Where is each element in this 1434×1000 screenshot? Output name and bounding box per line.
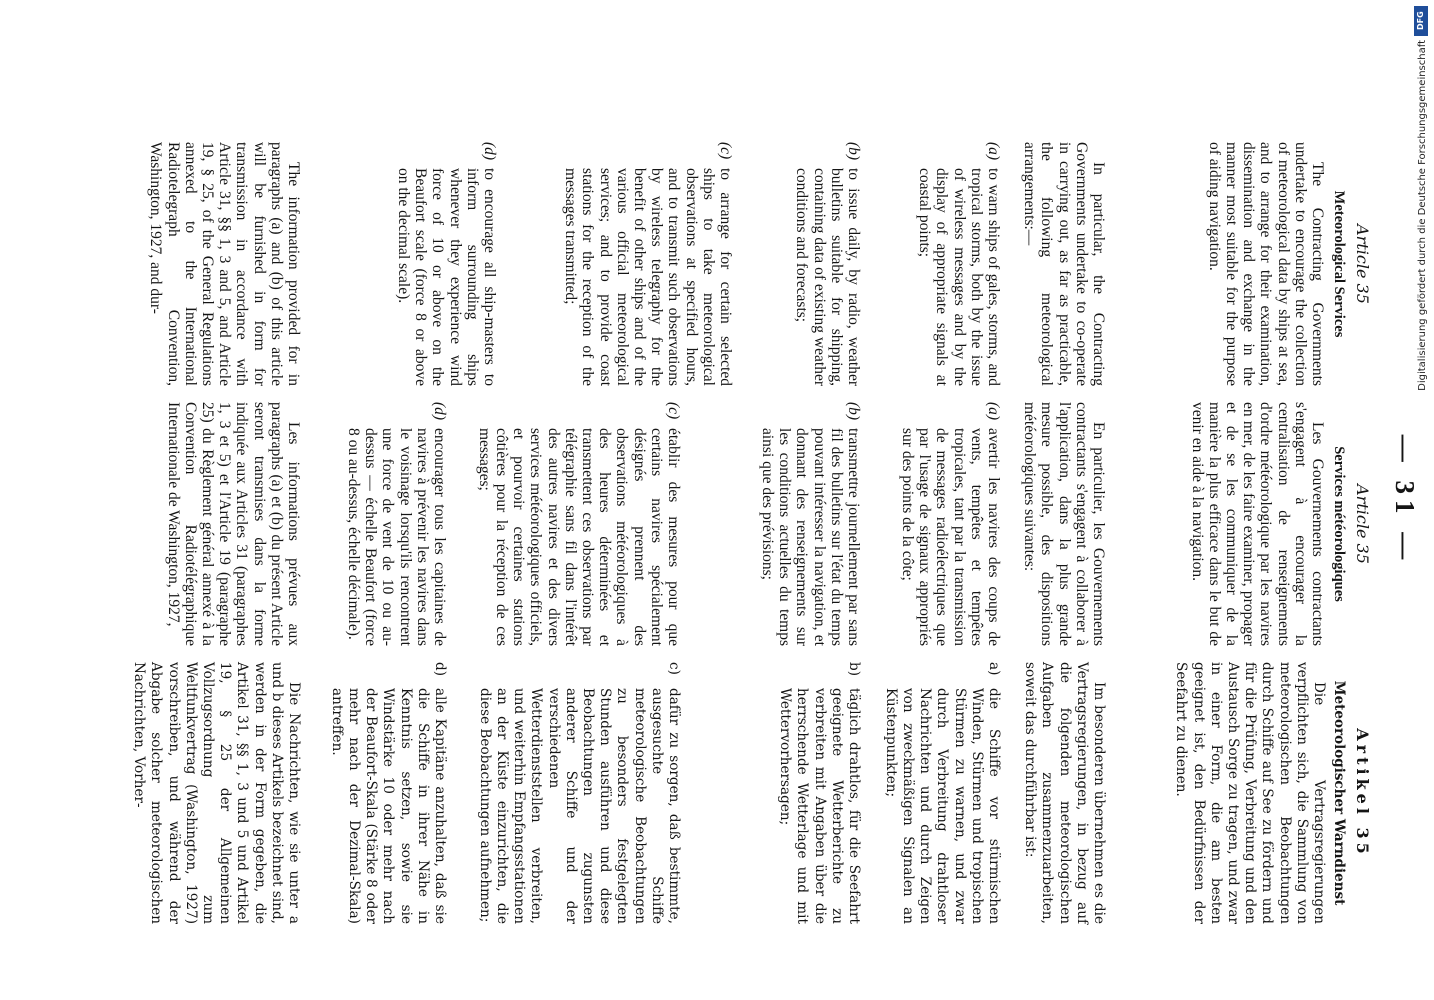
item-label: (b): [845, 402, 862, 421]
particular-paragraph: En particulier, les Gouvernements contractants s'engagent à collaborer à l'application, dans la plus grande mesure possible, des dispositions météorologiques suivantes:: [1021, 402, 1107, 646]
list-item: [395, 142, 498, 386]
list-item: [899, 402, 1002, 646]
column-english: [142, 142, 1372, 386]
particular-paragraph: In particular, the Contracting Governments undertake to co-operate in carrying out, as far as practicable, the following meteorological arrangements:—: [1021, 142, 1107, 386]
article-heading: Artikel 35: [1353, 728, 1372, 858]
item-text: to arrange for certain selected ships to take meteorological observations at specified hours, and to transmit such observations by wireless telegraphy for the benefit of other ships and of the various official meteorological services; and to provide coast stations for the reception of the messages transmitted;: [562, 168, 734, 386]
article-title: Meteorologischer Warndienst: [1331, 680, 1347, 906]
item-label: b): [846, 662, 862, 677]
digitization-sidebar: [1406, 6, 1428, 606]
item-text: transmettre journellement par sans fil des bulletins sur l'état du temps pouvant intéresser la navigation, et donnant des renseignements sur les conditions actuelles du temps ainsi que des prévisions;: [758, 428, 862, 646]
item-label: a): [986, 662, 1002, 676]
list-item: [476, 662, 682, 924]
item-text: die Schiffe vor stürmischen Winden, Stürmen und tropischen Stürmen zu warnen, und zwar durch Verbreitung drahtloser Nachrichten und durch Zeigen von zweckmäßigen Signalen an Küstenpunkten;: [882, 688, 1002, 924]
column-french: [142, 402, 1372, 646]
intro-paragraph: Les Gouvernements contractants s'engagent à encourager la centralisation de renseignements d'ordre météorologique par les navires en mer, de les faire examiner, propager et de se les communiquer de la manière la plus efficace dans le but de venir en aide à la navigation.: [1188, 402, 1326, 646]
list-item: [345, 402, 448, 646]
closing-paragraph: Die Nachrichten, wie sie unter a und b dieses Artikels bezeichnet sind, werden in der Form gegeben, die Artikel 31, §§ 1, 3 und 5 und Artikel 19, § 25 der Allgemeinen Vollzugsordnung zum Weltfunkvertrag (Washington, 1927) vorschreiben, und während der Abgabe solcher meteorologischen Nachrichten, Vorher-: [131, 662, 302, 924]
item-text: encourager tous les capitaines de navires à prévenir les navires dans le voisinage lorsqu'ils rencontrent une force de vent de 10 ou au-dessus — échelle Beaufort (force 8 ou au-dessus, échelle décimale).: [344, 428, 448, 646]
list-item: [476, 402, 682, 646]
item-text: to encourage all ship-masters to inform surrounding ships whenever they experience wind force of 10 or above on the Beaufort scale (force 8 or above on the decimal scale).: [394, 168, 498, 386]
article-title: Meteorological Services: [1331, 190, 1347, 338]
item-text: dafür zu sorgen, daß bestimmte, ausgesuchte Schiffe meteorologische Beobachtungen zu besonders festgelegten Stunden ausführen und diese Beobachtungen zugunsten anderer Schiffe und der verschiedenen Wetterdienststellen verbreiten, und weiterhin Empfangsstationen an der Küste einzurichten, die diese Beobachtungen aufnehmen;: [476, 688, 682, 924]
item-label: (a): [985, 142, 1002, 161]
closing-paragraph: The information provided for in paragraphs (a) and (b) of this article will be furnished in form for transmission in accordance with Article 31, §§ 1, 3 and 5, and Article 19, § 25, of the General Regulations annexed to the International Radiotelegraph Convention, Washington, 1927, and dur-: [147, 142, 302, 386]
page-number: — 31 —: [1390, 434, 1420, 566]
article-title: Services météorologiques: [1331, 446, 1347, 602]
list-item: [759, 402, 862, 646]
item-label: (d): [481, 142, 498, 161]
closing-paragraph: Les informations prévues aux paragraphs (a) et (b) du présent Article seront transmises dans la forme indiquée aux Articles 31 (paragraphes 1, 3 et 5) et l'Article 19 (paragraphe 25) du Règlement général annexé à la Convention Radiotélégraphique Internationale de Washington, 1927,: [164, 402, 302, 646]
item-label: (a): [985, 402, 1002, 421]
item-label: (c): [717, 142, 734, 160]
item-text: to issue daily, by radio, weather bulletins suitable for shipping, containing data of existing weather conditions and forecasts;: [793, 168, 862, 386]
column-german: [131, 662, 1372, 924]
digitization-note: Digitalisierung gefördert durch die Deutsche Forschungsgemeinschaft: [1417, 40, 1428, 391]
list-item: [328, 662, 448, 924]
item-label: (b): [845, 142, 862, 161]
dfg-logo-icon: DFG: [1414, 6, 1428, 36]
list-item: [793, 142, 862, 386]
list-item: [562, 142, 734, 386]
item-text: alle Kapitäne anzuhalten, daß sie die Schiffe in ihrer Nähe in Kenntnis setzen, sowie sie Windstärke 10 oder mehr nach der Beaufort-Skala (Stärke 8 oder mehr nach der Dezimal-Skala) antreffen.: [328, 688, 448, 924]
article-heading: Article 35: [1353, 224, 1372, 304]
item-text: avertir les navires des coups de vents, tempêtes et tempêtes tropicales, tant par la transmission de messages radioélectriques que par l'usage de signaux appropriés sur des points de la côte;: [898, 428, 1002, 646]
item-text: täglich drahtlos, für die Seefahrt geeignete Wetterberichte zu verbreiten mit Angaben über die herrschende Wetterlage und mit Wettervorhersagen;: [777, 688, 862, 924]
article-heading: Article 35: [1353, 484, 1372, 564]
list-item: [776, 662, 862, 924]
item-label: d): [432, 662, 448, 677]
item-text: to warn ships of gales, storms, and tropical storms, both by the issue of wireless messages and by the display of appropriate signals at coastal points;: [916, 168, 1002, 386]
item-text: établir des mesures pour que certains navires spécialement désignés prennent des observations météorologiques à des heures déterminées et transmettent ces observations par télégraphie sans fil dans l'intérêt des autres navires et des divers services météorologiques officiels, et pourvoir certaines stations côtières pour la réception de ces messages;: [475, 428, 682, 646]
intro-paragraph: The Contracting Governments undertake to encourage the collection of meteorological data by ships at sea, and to arrange for their examination, dissemination and exchange in the manner most suitable for the purpose of aiding navigation.: [1205, 142, 1326, 386]
item-label: (c): [665, 402, 682, 420]
item-label: c): [666, 662, 682, 675]
list-item: [916, 142, 1002, 386]
particular-paragraph: Im besonderen übernehmen es die Vertragsregierungen, in bezug auf die folgenden meteorologischen Aufgaben zusammenzuarbeiten, soweit das durchführbar ist:: [1022, 662, 1107, 924]
list-item: [882, 662, 1002, 924]
item-label: (d): [431, 402, 448, 421]
intro-paragraph: Die Vertragsregierungen verpflichten sich, die Sammlung von meteorologischen Beobachtungen durch Schiffe auf See zu fördern und für die Prüfung, Verbreitung und den Austausch Sorge zu tragen, und zwar in einer Form, die am besten geeignet ist, den Bedürfnissen der Seefahrt zu dienen.: [1173, 662, 1327, 924]
